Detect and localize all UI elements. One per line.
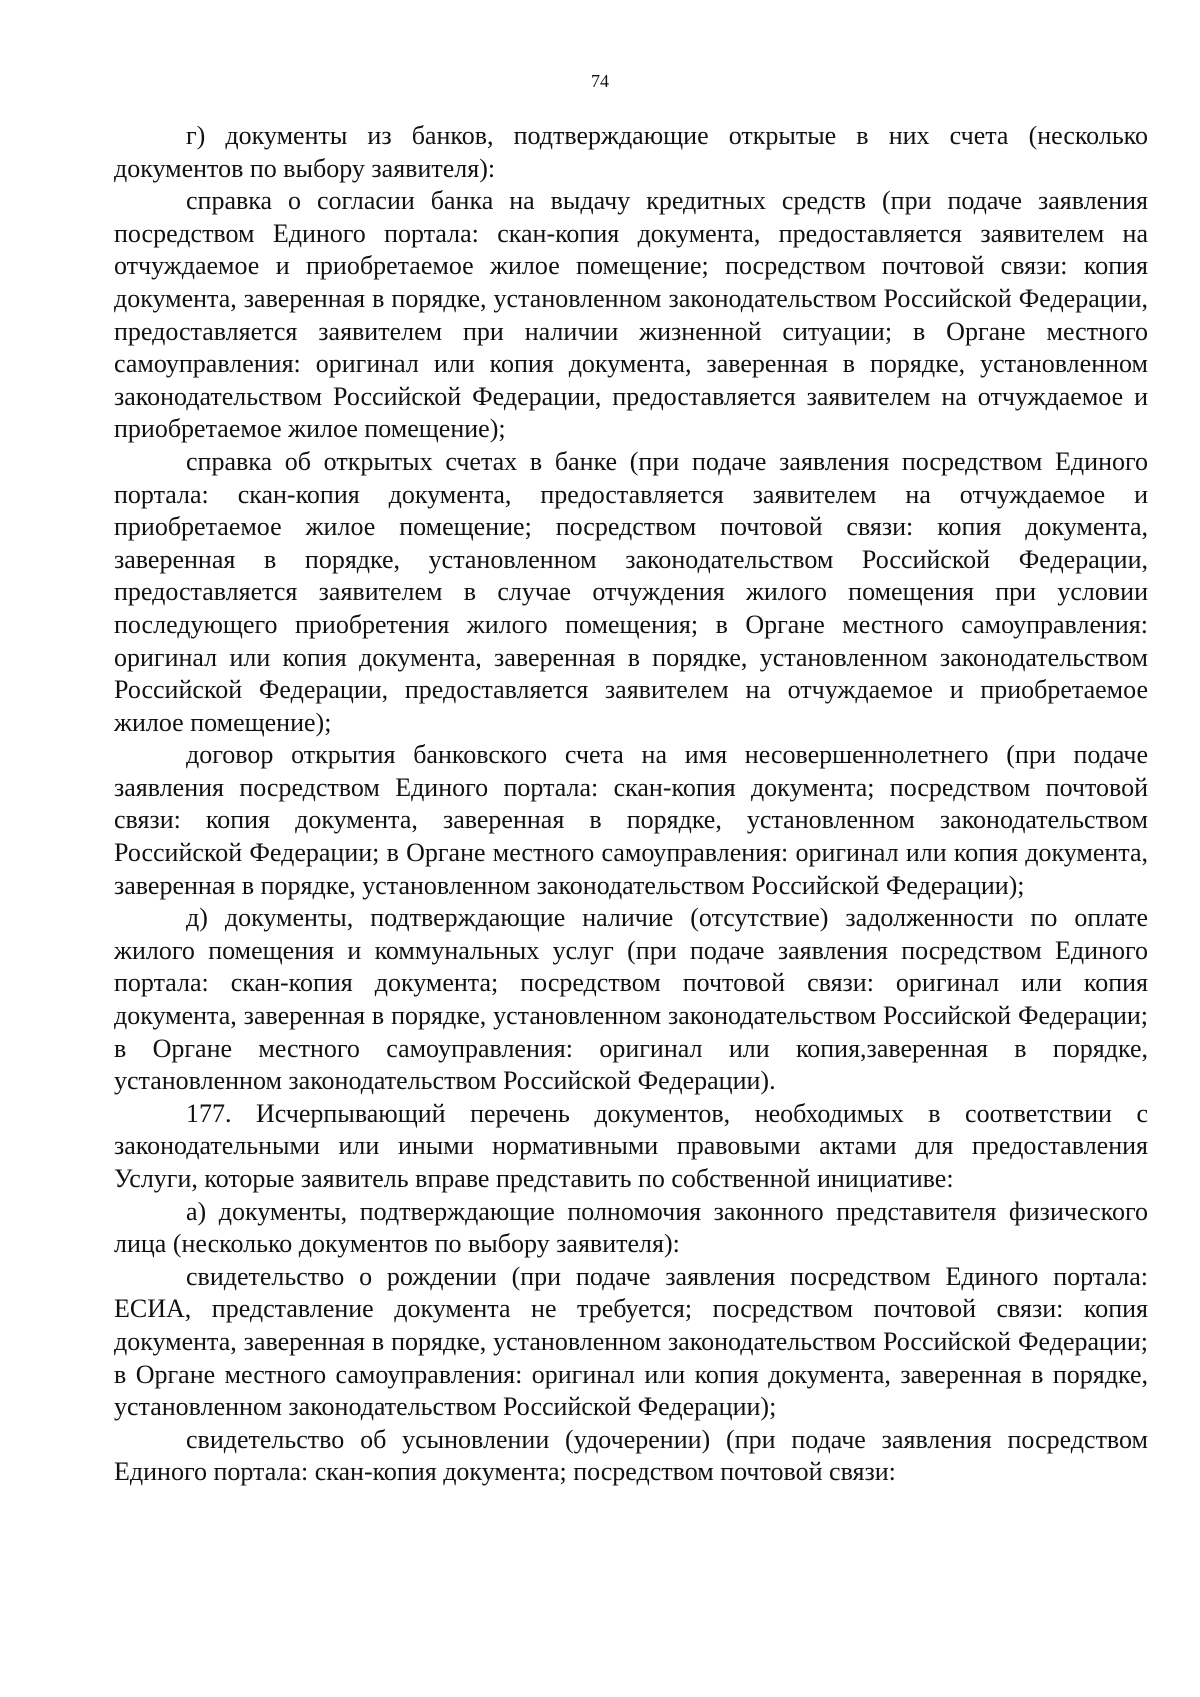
paragraph-item-177: 177. Исчерпывающий перечень документов, необходимых в соответствии с законодательными или иными нормативными правовыми актами для предоставления Услуги, которые заявитель вправе представить по собственной инициативе: [114,1098,1148,1193]
paragraph-minor-account-agreement: договор открытия банковского счета на имя несовершеннолетнего (при подаче заявления посредством Единого портала: скан-копия документа; посредством почтовой связи: копия документа, заверенная в порядке, установленном законодательством Российской Федерации; в Органе местного самоуправления: оригинал или копия документа, заверенная в порядке, установленном законодательством Российской Федерации); [114,740,1148,900]
paragraph-representative-documents: а) документы, подтверждающие полномочия законного представителя физического лица (несколько документов по выбору заявителя): [114,1196,1148,1259]
paragraph-credit-consent-certificate: справка о согласии банка на выдачу кредитных средств (при подаче заявления посредством Единого портала: скан-копия документа, предоставляется заявителем на отчуждаемое и приобретаемое жилое помещение; посредством почтовой связи: копия документа, заверенная в порядке, установленном законодательством Российской Федерации, предоставляется заявителем при наличии жизненной ситуации; в Органе местного самоуправления: оригинал или копия документа, заверенная в порядке, установленном законодательством Российской Федерации, предоставляется заявителем на отчуждаемое и приобретаемое жилое помещение); [114,186,1148,444]
paragraph-debt-documents: д) документы, подтверждающие наличие (отсутствие) задолженности по оплате жилого помещения и коммунальных услуг (при подаче заявления посредством Единого портала: скан-копия документа; посредством почтовой связи: оригинал или копия документа, заверенная в порядке, установленном законодательством Российской Федерации; в Органе местного самоуправления: оригинал или копия,заверенная в порядке, установленном законодательством Российской Федерации). [114,903,1148,1096]
document-body [114,120,1148,1489]
paragraph-adoption-certificate: свидетельство об усыновлении (удочерении) (при подаче заявления посредством Единого портала: скан-копия документа; посредством почтовой связи: [114,1424,1148,1487]
page-number: 74 [591,71,609,91]
paragraph-open-accounts-certificate: справка об открытых счетах в банке (при подаче заявления посредством Единого портала: скан-копия документа, предоставляется заявителем на отчуждаемое и приобретаемое жилое помещение; посредством почтовой связи: копия документа, заверенная в порядке, установленном законодательством Российской Федерации, предоставляется заявителем в случае отчуждения жилого помещения при условии последующего приобретения жилого помещения; в Органе местного самоуправления: оригинал или копия документа, заверенная в порядке, установленном законодательством Российской Федерации, предоставляется заявителем на отчуждаемое и приобретаемое жилое помещение); [114,446,1148,737]
paragraph-bank-documents: г) документы из банков, подтверждающие открытые в них счета (несколько документов по выбору заявителя): [114,121,1148,183]
paragraph-birth-certificate: свидетельство о рождении (при подаче заявления посредством Единого портала: ЕСИА, представление документа не требуется; посредством почтовой связи: копия документа, заверенная в порядке, установленном законодательством Российской Федерации; в Органе местного самоуправления: оригинал или копия документа, заверенная в порядке, установленном законодательством Российской Федерации); [114,1261,1148,1422]
